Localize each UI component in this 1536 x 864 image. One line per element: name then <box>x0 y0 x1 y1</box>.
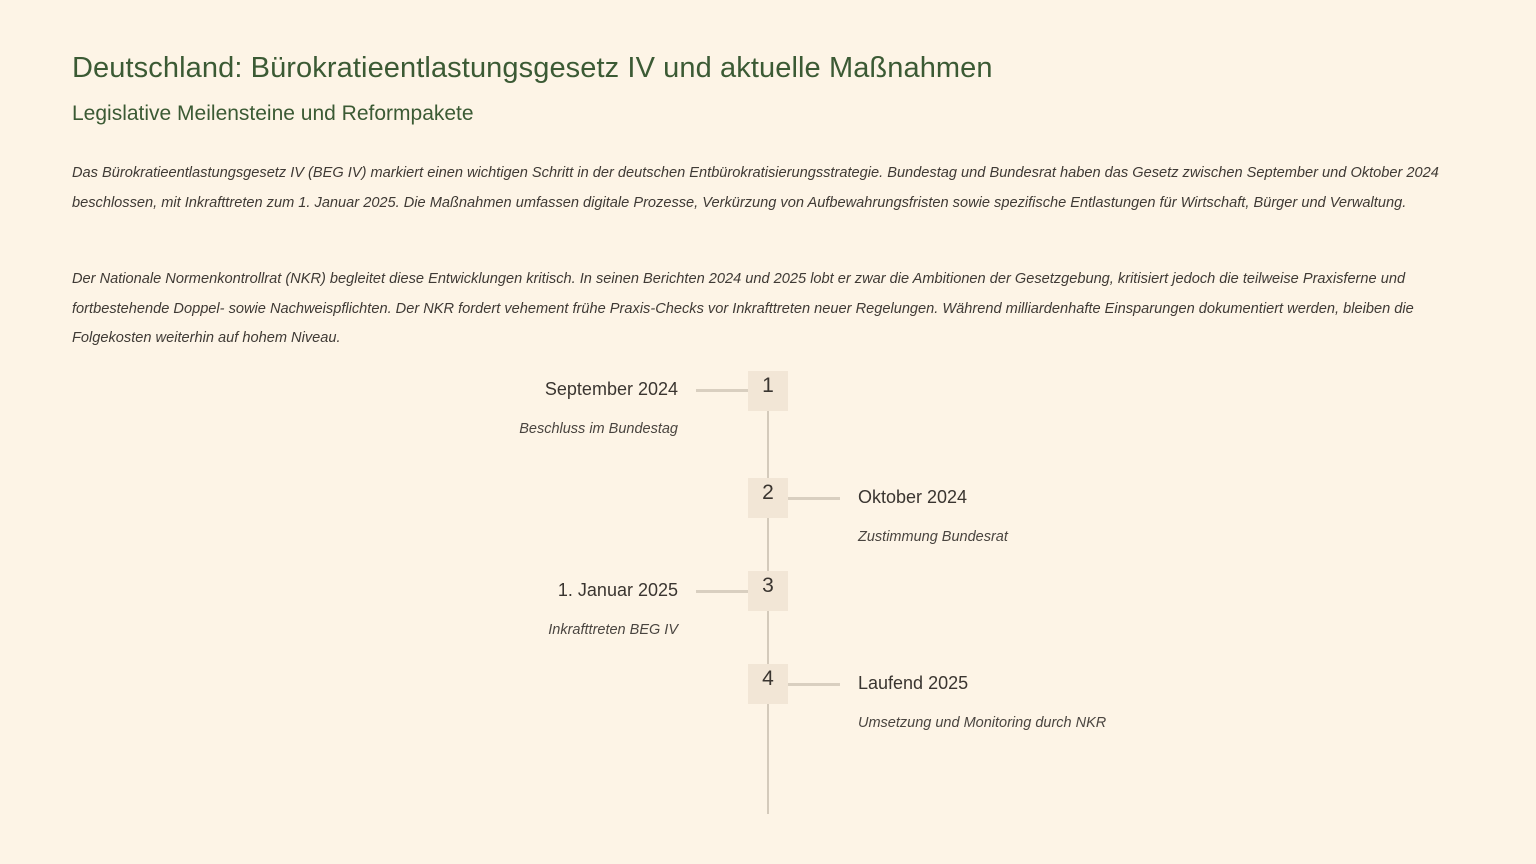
timeline-description: Umsetzung und Monitoring durch NKR <box>858 715 1107 731</box>
timeline-description: Beschluss im Bundestag <box>519 421 678 437</box>
timeline-date: 1. Januar 2025 <box>557 580 678 600</box>
timeline-description: Inkrafttreten BEG IV <box>548 622 678 638</box>
page-subtitle: Legislative Meilensteine und Reformpakete <box>72 102 474 125</box>
timeline-connector <box>696 590 748 593</box>
timeline-connector <box>788 683 840 686</box>
timeline-number-badge: 1 <box>748 371 788 411</box>
timeline-number-badge: 3 <box>748 571 788 611</box>
intro-paragraph-1: Das Bürokratieentlastungsgesetz IV (BEG IV) markiert einen wichtigen Schritt in der deutschen Entbürokratisierungsstrategie. Bundestag und Bundesrat haben das Gesetz zwischen September und Oktober 2024 beschlossen, mit Inkrafttreten zum 1. Januar 2025. Die Maßnahmen umfassen digitale Prozesse, Verkürzung von Aufbewahrungsfristen sowie spezifische Entlastungen für Wirtschaft, Bürger und Verwaltung. <box>72 165 1439 211</box>
timeline-date: September 2024 <box>544 379 678 399</box>
intro-paragraph-2: Der Nationale Normenkontrollrat (NKR) begleitet diese Entwicklungen kritisch. In seinen Berichten 2024 und 2025 lobt er zwar die Ambitionen der Gesetzgebung, kritisiert jedoch die teilweise Praxisferne und fortbestehende Doppel- sowie Nachweispflichten. Der NKR fordert vehement frühe Praxis-Checks vor Inkrafttreten neuer Regelungen. Während milliardenhafte Einsparungen dokumentiert werden, bleiben die Folgekosten weiterhin auf hohem Niveau. <box>72 271 1414 346</box>
timeline-date: Oktober 2024 <box>858 487 968 507</box>
timeline-connector <box>788 497 840 500</box>
timeline-number-badge: 4 <box>748 664 788 704</box>
timeline-connector <box>696 389 748 392</box>
page-title: Deutschland: Bürokratieentlastungsgesetz IV und aktuelle Maßnahmen <box>72 52 993 84</box>
timeline-date: Laufend 2025 <box>858 673 969 693</box>
timeline-description: Zustimmung Bundesrat <box>858 529 1008 545</box>
timeline-number-badge: 2 <box>748 478 788 518</box>
